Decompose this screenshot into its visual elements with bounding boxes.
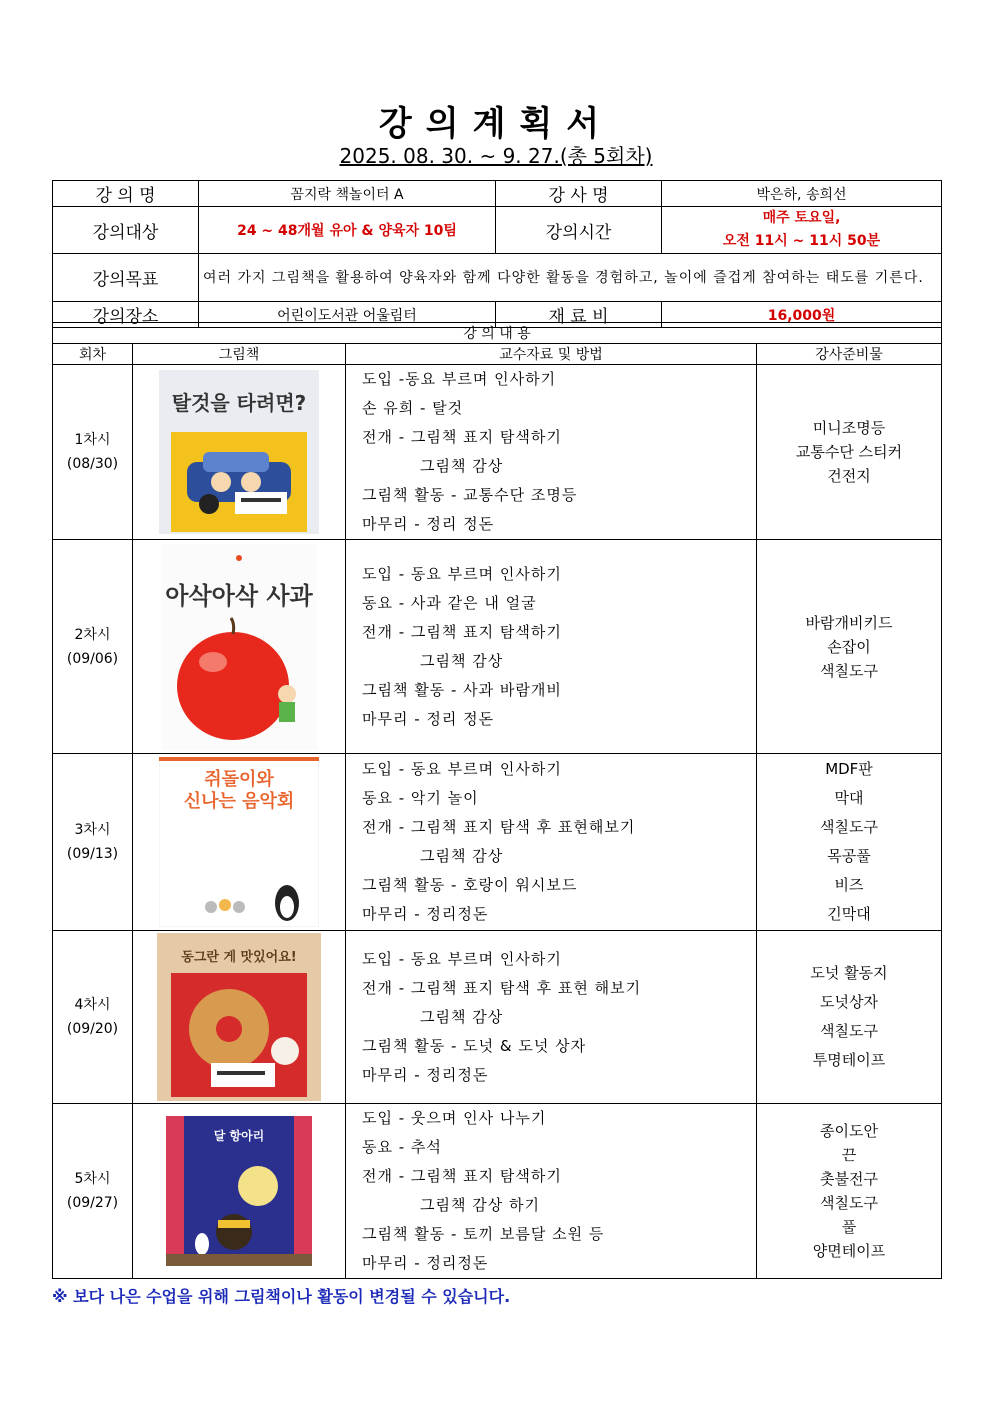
step-item: 그림책 감상 bbox=[420, 1007, 504, 1026]
session-label bbox=[53, 365, 133, 540]
book-cover-cell bbox=[133, 540, 346, 754]
prep-item: 색칠도구 bbox=[820, 1022, 878, 1040]
table-row bbox=[53, 1104, 942, 1279]
prep-item: 바람개비키드 bbox=[805, 613, 893, 632]
time-line-2: 오전 11시 ~ 11시 50분 bbox=[722, 233, 881, 249]
method-cell bbox=[346, 540, 757, 754]
step-item: 그림책 활동 - 호랑이 워시보드 bbox=[362, 876, 578, 894]
step-item: 전개 - 그림책 표지 탐색하기 bbox=[362, 622, 562, 641]
goal: 여러 가지 그림책을 활용하여 양육자와 함께 다양한 활동을 경험하고, 놀이에 즐겁게 참여하는 태도를 기른다. bbox=[199, 254, 942, 302]
step-item: 그림책 활동 - 도넛 & 도넛 상자 bbox=[362, 1036, 587, 1055]
prep-item: 색칠도구 bbox=[820, 818, 878, 836]
instructor: 박은하, 송희선 bbox=[662, 181, 942, 207]
book-title: 달 항아리 bbox=[213, 1129, 265, 1143]
time-label: 강의시간 bbox=[496, 207, 662, 254]
prep-item: 교통수단 스티커 bbox=[795, 443, 903, 461]
session-date: (08/30) bbox=[66, 456, 119, 472]
book-title-line-1: 쥐돌이와 bbox=[204, 769, 274, 790]
session-label bbox=[53, 540, 133, 754]
step-item: 도입 - 웃으며 인사 나누기 bbox=[362, 1109, 547, 1127]
table-row bbox=[53, 754, 942, 931]
step-item: 전개 - 그림책 표지 탐색하기 bbox=[362, 428, 562, 446]
book-cover-cell bbox=[133, 931, 346, 1104]
step-item: 전개 - 그림책 표지 탐색 후 표현해보기 bbox=[362, 818, 636, 836]
prep-cell bbox=[757, 1104, 942, 1279]
target-label: 강의대상 bbox=[53, 207, 199, 254]
step-item: 그림책 감상 하기 bbox=[420, 1196, 540, 1214]
table-row bbox=[53, 540, 942, 754]
book-title: 동그란 게 맛있어요! bbox=[181, 950, 297, 965]
prep-item: 비즈 bbox=[834, 876, 864, 894]
prep-item: MDF판 bbox=[825, 760, 873, 778]
book-cover-image bbox=[161, 544, 317, 750]
course-period-text: 2025. 08. 30. ~ 9. 27.(총 5회차) bbox=[339, 144, 653, 168]
session-label bbox=[53, 931, 133, 1104]
step-item: 그림책 감상 bbox=[420, 651, 504, 670]
step-item: 마무리 - 정리 정돈 bbox=[362, 709, 495, 728]
goal-label: 강의목표 bbox=[53, 254, 199, 302]
prep-item: 도넛상자 bbox=[820, 993, 878, 1011]
book-cover-image bbox=[159, 370, 319, 534]
book-cover-image bbox=[159, 757, 319, 927]
course-name-label: 강 의 명 bbox=[53, 181, 199, 207]
book-cover-cell bbox=[133, 1104, 346, 1279]
prep-cell bbox=[757, 540, 942, 754]
step-item: 그림책 활동 - 교통수단 조명등 bbox=[362, 486, 578, 504]
footer-note: ※ 보다 나은 수업을 위해 그림책이나 활동이 변경될 수 있습니다. bbox=[52, 1287, 511, 1306]
course-name: 꼼지락 책놀이터 A bbox=[199, 181, 496, 207]
session-date: (09/27) bbox=[66, 1195, 119, 1211]
step-item: 그림책 활동 - 토끼 보름달 소원 등 bbox=[362, 1225, 605, 1243]
table-row bbox=[53, 931, 942, 1104]
prep-item: 색칠도구 bbox=[820, 661, 878, 680]
step-item: 동요 - 악기 놀이 bbox=[362, 789, 479, 807]
prep-item: 끈 bbox=[841, 1146, 857, 1164]
time-line-1: 매주 토요일, bbox=[762, 210, 841, 226]
fee-label: 재 료 비 bbox=[496, 302, 662, 328]
session-label bbox=[53, 754, 133, 931]
prep-item: 종이도안 bbox=[820, 1122, 878, 1140]
book-cover-cell bbox=[133, 365, 346, 540]
session-number: 5차시 bbox=[74, 1171, 111, 1187]
prep-item: 손잡이 bbox=[827, 637, 871, 656]
prep-item: 촛불전구 bbox=[820, 1170, 878, 1188]
prep-item: 긴막대 bbox=[827, 905, 871, 923]
prep-item: 막대 bbox=[834, 789, 864, 807]
session-date: (09/06) bbox=[66, 650, 119, 667]
step-item: 도입 - 동요 부르며 인사하기 bbox=[362, 564, 562, 583]
course-info-table bbox=[52, 180, 942, 328]
place-label: 강의장소 bbox=[53, 302, 199, 328]
prep-cell bbox=[757, 754, 942, 931]
page-title: 강의계획서 bbox=[378, 104, 614, 144]
step-item: 도입 - 동요 부르며 인사하기 bbox=[362, 949, 562, 968]
prep-cell bbox=[757, 365, 942, 540]
session-date: (09/13) bbox=[66, 846, 119, 862]
step-item: 그림책 감상 bbox=[420, 457, 504, 475]
target: 24 ~ 48개월 유아 & 양육자 10팀 bbox=[199, 207, 496, 254]
step-item: 마무리 - 정리정돈 bbox=[362, 905, 489, 923]
table-row bbox=[53, 365, 942, 540]
book-cover-image bbox=[157, 933, 321, 1101]
session-label bbox=[53, 1104, 133, 1279]
book-cover-image bbox=[166, 1116, 312, 1266]
prep-item: 색칠도구 bbox=[820, 1194, 878, 1212]
step-item: 동요 - 사과 같은 내 얼굴 bbox=[362, 593, 537, 612]
prep-item: 투명테이프 bbox=[812, 1051, 886, 1069]
prep-item: 목공풀 bbox=[827, 847, 871, 865]
prep-item: 도넛 활동지 bbox=[810, 964, 888, 982]
prep-item: 풀 bbox=[841, 1218, 857, 1236]
step-item: 그림책 감상 bbox=[420, 847, 504, 865]
book-title-line-2: 신나는 음악회 bbox=[183, 791, 295, 812]
step-item: 마무리 - 정리정돈 bbox=[362, 1254, 489, 1272]
lecture-time bbox=[662, 207, 942, 254]
method-cell bbox=[346, 931, 757, 1104]
place: 어린이도서관 어울림터 bbox=[199, 302, 496, 328]
method-cell bbox=[346, 365, 757, 540]
col-book: 그림책 bbox=[133, 344, 346, 365]
method-cell bbox=[346, 754, 757, 931]
step-item: 동요 - 추석 bbox=[362, 1138, 442, 1156]
prep-item: 건전지 bbox=[827, 467, 871, 485]
instructor-label: 강 사 명 bbox=[496, 181, 662, 207]
session-number: 3차시 bbox=[74, 822, 111, 838]
prep-item: 미니조명등 bbox=[812, 419, 886, 437]
step-item: 도입 -동요 부르며 인사하기 bbox=[362, 370, 557, 388]
method-cell bbox=[346, 1104, 757, 1279]
session-number: 4차시 bbox=[74, 997, 111, 1013]
book-title: 탈것을 타려면? bbox=[171, 391, 307, 415]
session-number: 1차시 bbox=[74, 432, 111, 448]
step-item: 손 유희 - 탈것 bbox=[362, 399, 464, 417]
step-item: 그림책 활동 - 사과 바람개비 bbox=[362, 680, 562, 699]
col-session: 회차 bbox=[53, 344, 133, 365]
lesson-plan-table bbox=[52, 322, 942, 1279]
step-item: 전개 - 그림책 표지 탐색 후 표현 해보기 bbox=[362, 978, 642, 997]
plan-section-title: 강 의 내 용 bbox=[53, 323, 942, 344]
step-item: 도입 - 동요 부르며 인사하기 bbox=[362, 760, 562, 778]
step-item: 마무리 - 정리 정돈 bbox=[362, 515, 495, 533]
step-item: 전개 - 그림책 표지 탐색하기 bbox=[362, 1167, 562, 1185]
prep-cell bbox=[757, 931, 942, 1104]
fee: 16,000원 bbox=[662, 302, 942, 328]
step-item: 마무리 - 정리정돈 bbox=[362, 1065, 489, 1084]
book-cover-cell bbox=[133, 754, 346, 931]
col-prep: 강사준비물 bbox=[757, 344, 942, 365]
col-method: 교수자료 및 방법 bbox=[346, 344, 757, 365]
book-title: 아삭아삭 사과 bbox=[165, 581, 313, 610]
prep-item: 양면테이프 bbox=[812, 1242, 886, 1260]
session-date: (09/20) bbox=[66, 1021, 119, 1037]
session-number: 2차시 bbox=[74, 626, 111, 643]
course-period bbox=[0, 140, 992, 169]
